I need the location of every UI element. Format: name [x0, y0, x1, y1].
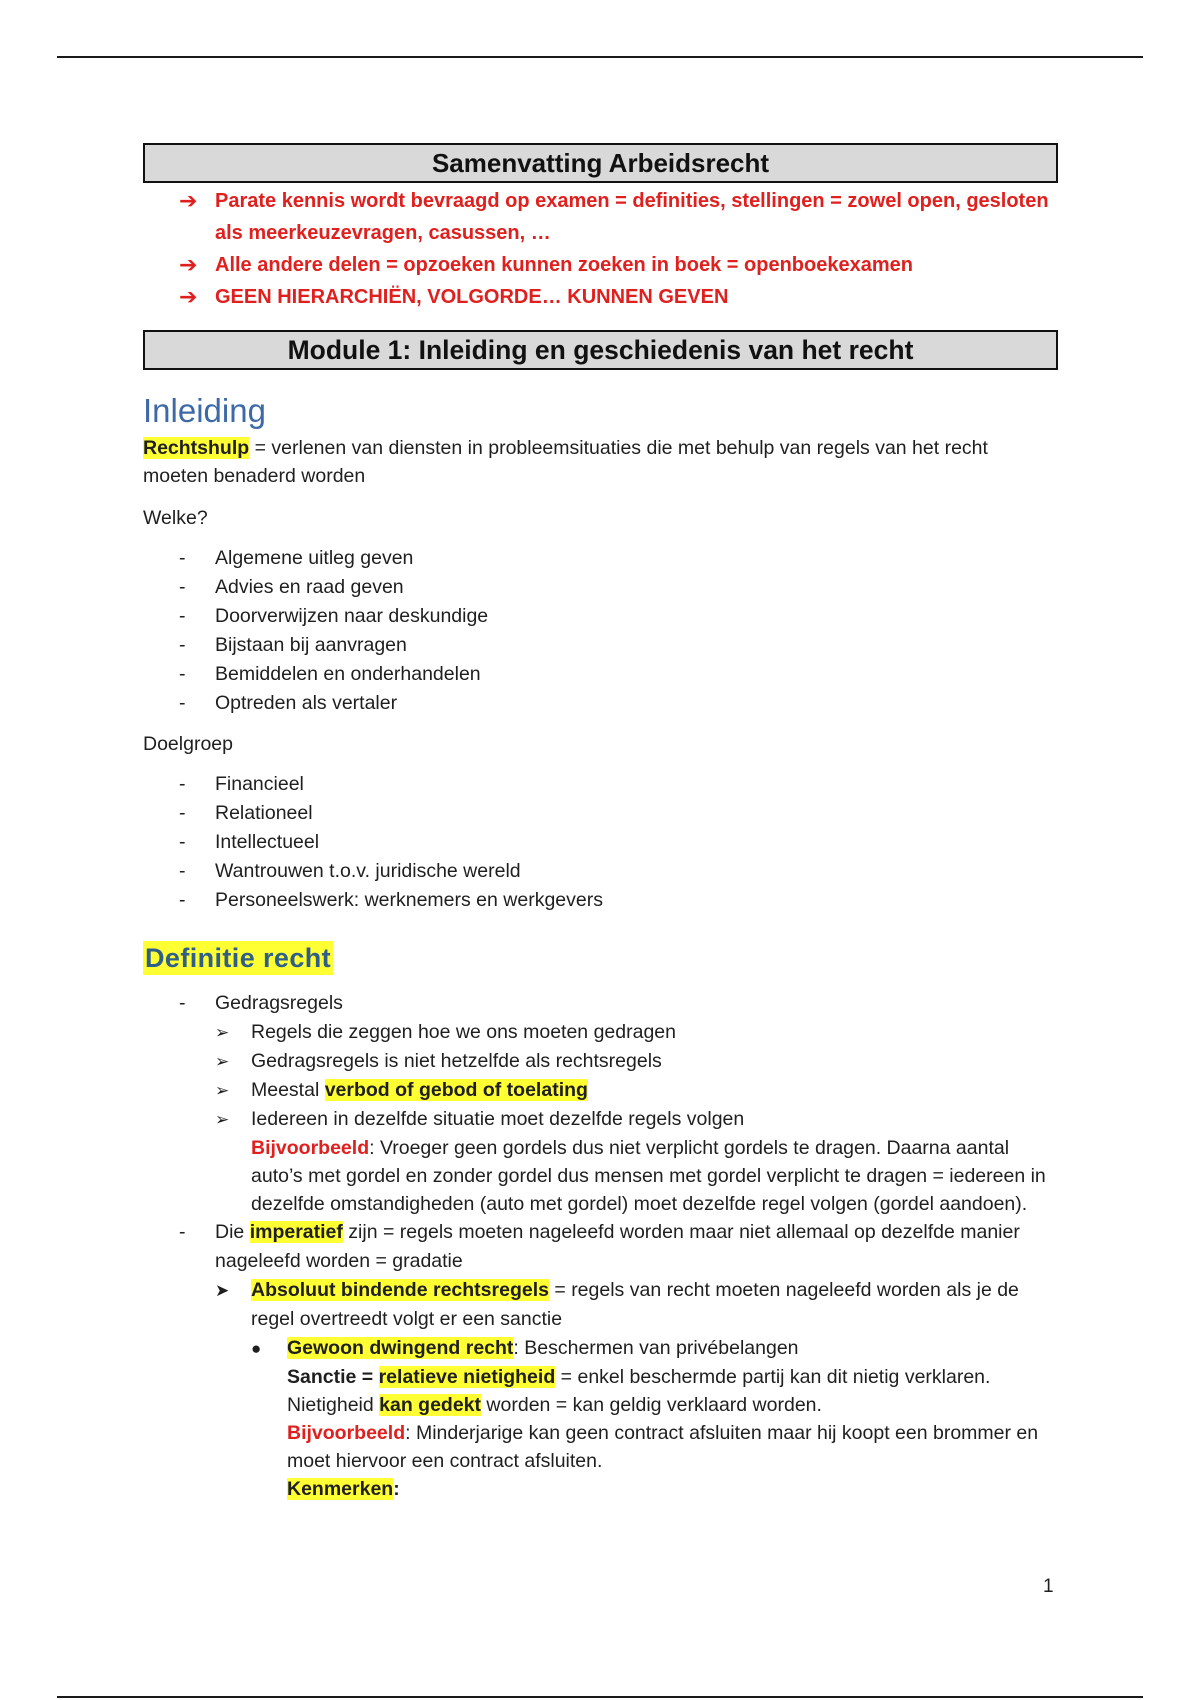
kenmerken-line: Kenmerken:	[287, 1478, 400, 1500]
document-title: Samenvatting Arbeidsrecht	[143, 143, 1058, 183]
list-item: - Wantrouwen t.o.v. juridische wereld	[179, 860, 521, 882]
bullet-icon: ●	[251, 1339, 262, 1358]
sub-item: ➢ Iedereen in dezelfde situatie moet dezelfde regels volgen Bijvoorbeeld: Vroeger geen gordels dus niet verplicht gordels te dragen. Daarna aantal auto’s met gordel en zonder gordel dus mensen met gordel verplicht te dragen = iedereen in dezelfde omstandigheden (auto met gordel) moet dezelfde regel volgen (gordel aandoen).	[215, 1105, 1058, 1218]
heading-inleiding: Inleiding	[143, 392, 266, 429]
arrowhead-icon: ➤	[215, 1281, 230, 1300]
page-number: 1	[1043, 1576, 1054, 1597]
list-item: - Algemene uitleg geven	[179, 547, 414, 569]
header-rule	[57, 56, 1143, 58]
exam-notes	[143, 185, 1058, 313]
arrowhead-icon: ➢	[215, 1110, 230, 1129]
footer-rule	[57, 1696, 1143, 1698]
sub-item: ➢ Regels die zeggen hoe we ons moeten gedragen	[215, 1018, 1058, 1047]
heading-definitie-recht: Definitie recht	[145, 943, 332, 973]
example-brommer: Bijvoorbeeld: Minderjarige kan geen contract afsluiten maar hij koopt een brommer en moet hiervoor een contract afsluiten.	[287, 1422, 1039, 1472]
list-item: - Bijstaan bij aanvragen	[179, 634, 407, 656]
right-arrow-icon: ➔	[179, 284, 198, 309]
arrowhead-icon: ➢	[215, 1081, 230, 1100]
right-arrow-icon: ➔	[179, 188, 198, 213]
exam-note: ➔ GEEN HIERARCHIËN, VOLGORDE… KUNNEN GEVEN	[143, 281, 1058, 313]
list-item: - Optreden als vertaler	[179, 692, 398, 714]
document-body	[143, 143, 1058, 1515]
exam-note: ➔ Parate kennis wordt bevraagd op examen = definities, stellingen = zowel open, gesloten als meerkeuzevragen, casussen, …	[143, 185, 1058, 249]
list-item: - Financieel	[179, 773, 304, 795]
bullet-item: ● Gewoon dwingend recht: Beschermen van privébelangen Sanctie = relatieve nietigheid = enkel beschermde partij kan dit nietig verklaren. Nietigheid kan gedekt worden = kan geldig verklaard worden. Bijvoorbeeld: Minderjarige kan geen contract afsluiten maar hij koopt een brommer en moet hiervoor een contract afsluiten. Kenmerken:	[215, 1334, 1058, 1503]
arrowhead-icon: ➢	[215, 1023, 230, 1042]
definitie-list	[143, 989, 1058, 1503]
absoluut-sublist	[215, 1334, 1058, 1503]
welke-list	[143, 544, 1058, 718]
sub-item: ➢ Gedragsregels is niet hetzelfde als rechtsregels	[215, 1047, 1058, 1076]
list-item-gedragsregels: - Gedragsregels ➢ Regels die zeggen hoe we ons moeten gedragen ➢ Gedragsregels is niet hetzelfde als rechtsregels ➢ Meestal verbod of gebod of toelating ➢ Iedereen in dezelfde situatie moet dezelfde regels volgen Bijvoorbeeld: Vroeger geen gordels dus niet verplicht gordels te dragen. Daarna aantal auto’s met gordel en zonder gordel dus mensen met gordel verplicht te dragen = iedereen in dezelfde omstandigheden (auto met gordel) moet dezelfde regel volgen (gordel aandoen).	[143, 989, 1058, 1218]
doelgroep-list	[143, 770, 1058, 915]
rechtshulp-definition: Rechtshulp = verlenen van diensten in probleemsituaties die met behulp van regels van het recht moeten benaderd worden	[143, 437, 988, 487]
arrowhead-icon: ➢	[215, 1052, 230, 1071]
module-title: Module 1: Inleiding en geschiedenis van het recht	[143, 330, 1058, 370]
example-gordels: Bijvoorbeeld: Vroeger geen gordels dus niet verplicht gordels te dragen. Daarna aantal auto’s met gordel en zonder gordel dus mensen met gordel verplicht te dragen = iedereen in dezelfde omstandigheden (auto met gordel) moet dezelfde regel volgen (gordel aandoen).	[251, 1137, 1046, 1215]
sanctie-line: Sanctie = relatieve nietigheid = enkel beschermde partij kan dit nietig verklaren.	[287, 1366, 991, 1388]
list-item: - Personeelswerk: werknemers en werkgevers	[179, 889, 603, 911]
list-item-imperatief: - Die imperatief zijn = regels moeten nageleefd worden maar niet allemaal op dezelfde manier nageleefd worden = gradatie ➤ Absoluut bindende rechtsregels = regels van recht moeten nageleefd worden als je de regel overtreedt volgt er een sanctie ● Gewoon dwingend recht: Beschermen van privébelangen Sanctie = relatieve nietigheid = enkel beschermde partij kan dit nietig verklaren. Nietigheid kan gedekt worden = kan geldig verklaard worden. Bijvoorbeeld: Minderjarige kan geen contract afsluiten maar hij koopt een brommer en moet hiervoor een contract afsluiten. Kenmerken:	[143, 1218, 1058, 1503]
gedragsregels-sublist	[215, 1018, 1058, 1218]
list-item: - Advies en raad geven	[179, 576, 404, 598]
nietigheid-line: Nietigheid kan gedekt worden = kan geldig verklaard worden.	[287, 1394, 822, 1416]
list-item: - Relationeel	[179, 802, 313, 824]
list-item: - Bemiddelen en onderhandelen	[179, 663, 481, 685]
welke-label: Welke?	[143, 507, 208, 529]
exam-note: ➔ Alle andere delen = opzoeken kunnen zoeken in boek = openboekexamen	[143, 249, 1058, 281]
sub-item: ➢ Meestal verbod of gebod of toelating	[215, 1076, 1058, 1105]
sub-item: ➤ Absoluut bindende rechtsregels = regels van recht moeten nageleefd worden als je de regel overtreedt volgt er een sanctie ● Gewoon dwingend recht: Beschermen van privébelangen Sanctie = relatieve nietigheid = enkel beschermde partij kan dit nietig verklaren. Nietigheid kan gedekt worden = kan geldig verklaard worden. Bijvoorbeeld: Minderjarige kan geen contract afsluiten maar hij koopt een brommer en moet hiervoor een contract afsluiten. Kenmerken:	[215, 1276, 1058, 1503]
doelgroep-label: Doelgroep	[143, 733, 233, 755]
list-item: - Doorverwijzen naar deskundige	[179, 605, 489, 627]
right-arrow-icon: ➔	[179, 252, 198, 277]
imperatief-sublist	[215, 1276, 1058, 1503]
list-item: - Intellectueel	[179, 831, 320, 853]
